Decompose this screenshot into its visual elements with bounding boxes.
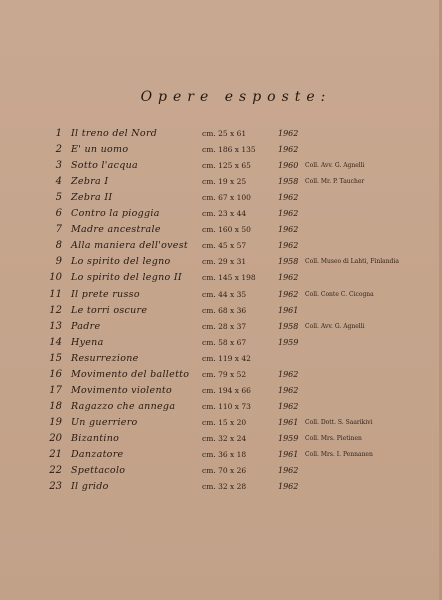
work-year: 1962 bbox=[278, 193, 299, 203]
work-year: 1962 bbox=[278, 129, 299, 138]
work-year: 1962 bbox=[278, 466, 299, 476]
work-number: 1 bbox=[55, 128, 62, 139]
work-title: Il treno del Nord bbox=[71, 128, 158, 139]
work-dimensions: cm. 58 x 67 bbox=[202, 337, 247, 347]
work-number: 3 bbox=[55, 160, 62, 172]
work-number: 18 bbox=[49, 400, 62, 412]
work-year: 1962 bbox=[278, 145, 299, 155]
work-title: Le torri oscure bbox=[71, 304, 148, 316]
work-row bbox=[0, 351, 442, 367]
work-title: Resurrezione bbox=[71, 352, 139, 364]
work-title: Hyena bbox=[71, 336, 104, 348]
work-year: 1958 bbox=[278, 257, 299, 267]
work-year: 1960 bbox=[278, 161, 299, 171]
work-row bbox=[0, 287, 442, 303]
work-title: Movimento violento bbox=[71, 384, 172, 396]
work-year: 1962 bbox=[278, 482, 299, 492]
work-dimensions: cm. 29 x 31 bbox=[202, 257, 247, 267]
work-dimensions: cm. 194 x 66 bbox=[202, 385, 251, 395]
work-row bbox=[0, 431, 442, 447]
work-year: 1962 bbox=[278, 289, 299, 299]
work-dimensions: cm. 119 x 42 bbox=[202, 353, 251, 363]
work-number: 22 bbox=[49, 465, 62, 477]
work-number: 4 bbox=[55, 176, 62, 188]
work-dimensions: cm. 45 x 57 bbox=[202, 241, 247, 251]
work-dimensions: cm. 186 x 135 bbox=[202, 145, 256, 155]
work-row bbox=[0, 270, 442, 286]
work-dimensions: cm. 68 x 36 bbox=[202, 305, 247, 315]
work-dimensions: cm. 23 x 44 bbox=[202, 209, 247, 219]
work-dimensions: cm. 110 x 73 bbox=[202, 401, 251, 411]
work-title: Bizantino bbox=[71, 432, 120, 444]
work-year: 1961 bbox=[278, 305, 299, 315]
work-row bbox=[0, 319, 442, 335]
work-row bbox=[0, 174, 442, 190]
page-heading: Opere esposte: bbox=[140, 89, 332, 105]
work-title: Il grido bbox=[71, 481, 109, 493]
work-year: 1962 bbox=[278, 385, 299, 395]
work-collection: Coll. Mrs. Pietinen bbox=[305, 434, 362, 442]
work-collection: Coll. Avv. G. Agnelli bbox=[305, 322, 365, 330]
work-title: Padre bbox=[71, 320, 101, 332]
work-number: 12 bbox=[49, 304, 62, 316]
work-dimensions: cm. 32 x 24 bbox=[202, 433, 247, 443]
work-number: 19 bbox=[49, 416, 62, 428]
work-dimensions: cm. 160 x 50 bbox=[202, 225, 251, 235]
work-number: 6 bbox=[55, 208, 62, 220]
work-title: E' un uomo bbox=[71, 144, 129, 156]
work-row bbox=[0, 367, 442, 383]
work-dimensions: cm. 79 x 52 bbox=[202, 369, 247, 379]
work-row bbox=[0, 254, 442, 270]
work-dimensions: cm. 28 x 37 bbox=[202, 321, 247, 331]
work-dimensions: cm. 44 x 35 bbox=[202, 289, 247, 299]
work-title: Zebra I bbox=[71, 176, 109, 188]
work-row bbox=[0, 335, 442, 351]
work-row bbox=[0, 303, 442, 319]
work-number: 7 bbox=[55, 224, 62, 236]
work-year: 1962 bbox=[278, 369, 299, 379]
work-row bbox=[0, 399, 442, 415]
work-title: Movimento del balletto bbox=[71, 368, 190, 380]
work-number: 13 bbox=[49, 320, 62, 332]
work-collection: Coll. Conte C. Cicogna bbox=[305, 290, 374, 298]
work-year: 1962 bbox=[278, 241, 299, 251]
work-number: 17 bbox=[49, 384, 62, 396]
work-collection: Coll. Avv. G. Agnelli bbox=[305, 162, 365, 170]
work-title: Zebra II bbox=[71, 192, 113, 204]
work-row bbox=[0, 238, 442, 254]
work-title: Spettacolo bbox=[71, 465, 126, 477]
work-dimensions: cm. 36 x 18 bbox=[202, 450, 247, 459]
work-row bbox=[0, 206, 442, 222]
work-year: 1962 bbox=[278, 273, 299, 283]
work-year: 1962 bbox=[278, 225, 299, 235]
work-number: 21 bbox=[49, 449, 62, 460]
work-row bbox=[0, 383, 442, 399]
work-title: Un guerriero bbox=[71, 416, 138, 428]
work-year: 1962 bbox=[278, 401, 299, 411]
work-collection: Coll. Dott. S. Saarikivi bbox=[305, 418, 373, 426]
work-number: 9 bbox=[55, 256, 62, 268]
work-number: 15 bbox=[49, 352, 62, 364]
work-title: Madre ancestrale bbox=[71, 224, 161, 236]
work-dimensions: cm. 67 x 100 bbox=[202, 193, 251, 203]
work-title: Danzatore bbox=[71, 449, 124, 460]
work-dimensions: cm. 70 x 26 bbox=[202, 466, 247, 476]
work-number: 2 bbox=[55, 144, 62, 156]
work-number: 14 bbox=[49, 336, 62, 348]
work-dimensions: cm. 19 x 25 bbox=[202, 177, 247, 187]
work-row bbox=[0, 190, 442, 206]
work-dimensions: cm. 125 x 65 bbox=[202, 161, 251, 171]
work-row bbox=[0, 415, 442, 431]
work-dimensions: cm. 145 x 198 bbox=[202, 273, 256, 283]
work-title: Contro la pioggia bbox=[71, 208, 160, 220]
work-number: 16 bbox=[49, 368, 62, 380]
work-number: 5 bbox=[55, 192, 62, 204]
work-dimensions: cm. 25 x 61 bbox=[202, 129, 247, 138]
work-collection: Coll. Museo di Lahti, Finlandia bbox=[305, 258, 399, 266]
work-number: 23 bbox=[49, 481, 62, 493]
work-title: Sotto l'acqua bbox=[71, 160, 138, 172]
work-year: 1961 bbox=[278, 450, 299, 459]
work-title: Il prete russo bbox=[71, 288, 140, 300]
work-number: 10 bbox=[49, 272, 62, 284]
work-collection: Coll. Mr. P. Taucher bbox=[305, 178, 365, 186]
work-title: Ragazzo che annega bbox=[71, 400, 176, 412]
work-dimensions: cm. 15 x 20 bbox=[202, 417, 247, 427]
work-year: 1962 bbox=[278, 209, 299, 219]
work-row bbox=[0, 142, 442, 158]
work-dimensions: cm. 32 x 28 bbox=[202, 482, 247, 492]
work-title: Lo spirito del legno bbox=[71, 256, 171, 268]
work-number: 11 bbox=[49, 288, 62, 300]
work-title: Lo spirito del legno II bbox=[71, 272, 182, 284]
work-year: 1959 bbox=[278, 337, 299, 347]
work-row bbox=[0, 126, 442, 142]
work-collection: Coll. Mrs. I. Pennanen bbox=[305, 451, 373, 458]
work-year: 1959 bbox=[278, 433, 299, 443]
work-row bbox=[0, 479, 442, 495]
work-row bbox=[0, 447, 442, 463]
work-number: 20 bbox=[49, 432, 62, 444]
work-year: 1961 bbox=[278, 417, 299, 427]
work-row bbox=[0, 222, 442, 238]
work-row bbox=[0, 463, 442, 479]
work-title: Alla maniera dell'ovest bbox=[71, 240, 188, 252]
work-row bbox=[0, 158, 442, 174]
work-year: 1958 bbox=[278, 321, 299, 331]
work-year: 1958 bbox=[278, 177, 299, 187]
work-number: 8 bbox=[55, 240, 62, 252]
